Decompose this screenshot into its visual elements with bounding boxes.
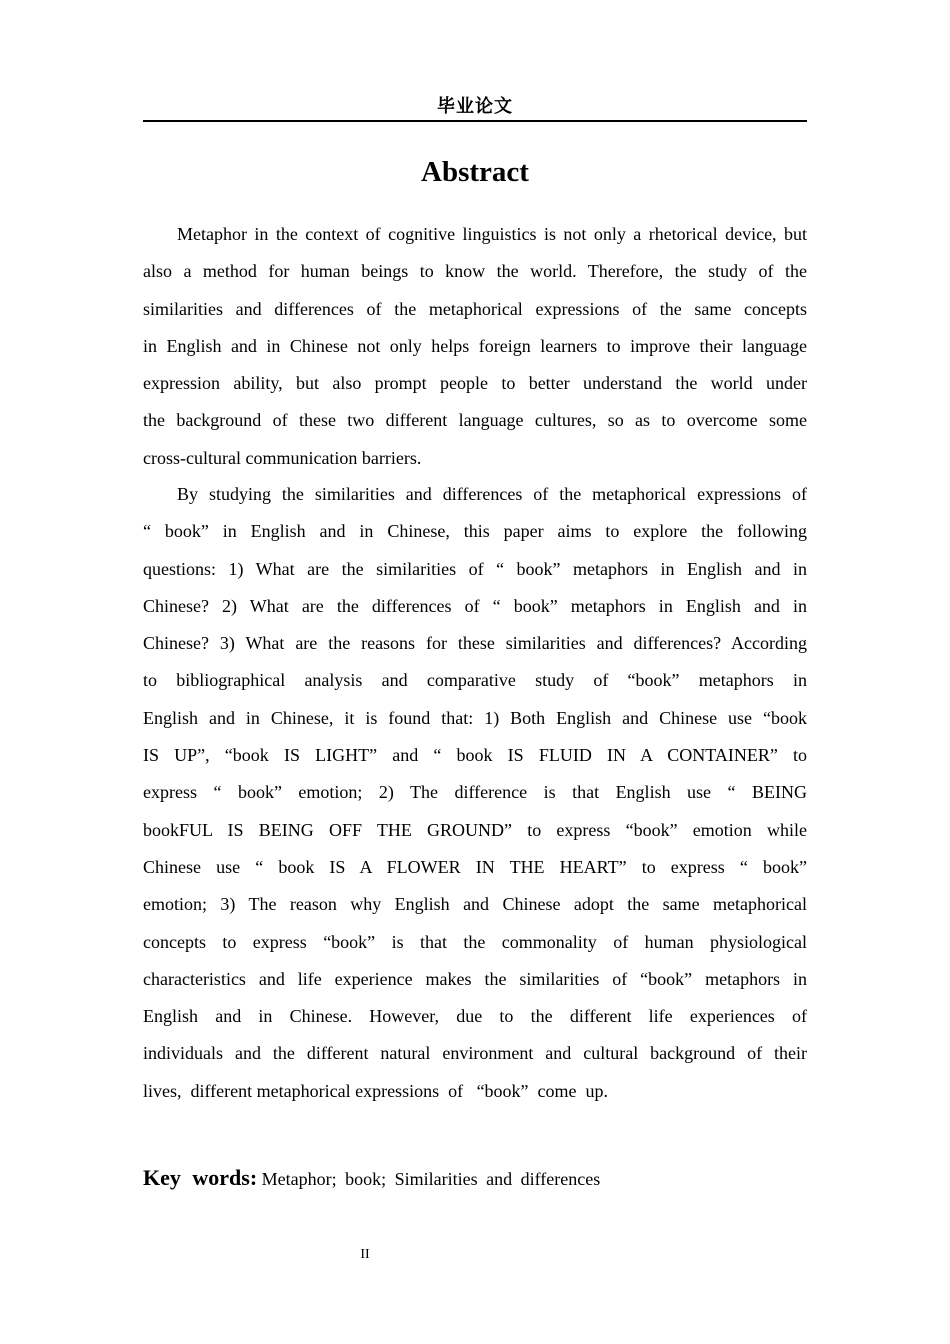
text-line: English and in Chinese. However, due to the different life experiences of <box>143 1006 807 1027</box>
abstract-heading: Abstract <box>421 156 529 188</box>
text-line: Chinese? 2) What are the differences of “ book” metaphors in English and in <box>143 595 807 616</box>
keywords-label: Key words: <box>143 1165 258 1190</box>
text-line: similarities and differences of the metaphorical expressions of the same concepts <box>143 298 807 319</box>
text-line: the background of these two different language cultures, so as to overcome some <box>143 410 807 431</box>
page-number: II <box>360 1247 370 1262</box>
text-line: bookFUL IS BEING OFF THE GROUND” to express “book” emotion while <box>143 819 807 840</box>
text-line: expression ability, but also prompt people to better understand the world under <box>143 373 807 394</box>
abstract-paragraph-1 <box>143 216 807 477</box>
text-line: Chinese use “ book IS A FLOWER IN THE HEART” to express “ book” <box>143 856 807 877</box>
text-line: in English and in Chinese not only helps foreign learners to improve their language <box>143 335 807 356</box>
text-line: Metaphor in the context of cognitive linguistics is not only a rhetorical device, but <box>177 224 807 244</box>
text-line: to bibliographical analysis and comparative study of “book” metaphors in <box>143 670 807 691</box>
text-line: “ book” in English and in Chinese, this paper aims to explore the following <box>143 521 807 542</box>
text-line: cross-cultural communication barriers. <box>143 447 422 468</box>
header-divider <box>143 120 807 122</box>
text-line: questions: 1) What are the similarities of “ book” metaphors in English and in <box>143 558 807 579</box>
text-line: Chinese? 3) What are the reasons for these similarities and differences? According <box>143 633 807 654</box>
keywords-value: Metaphor; book; Similarities and differences <box>261 1169 601 1189</box>
text-line: By studying the similarities and differences of the metaphorical expressions of <box>177 484 807 504</box>
text-line: concepts to express “book” is that the commonality of human physiological <box>143 931 807 952</box>
abstract-paragraph-2 <box>143 476 807 1110</box>
text-line: lives, different metaphorical expressions of “book” come up. <box>143 1080 609 1101</box>
text-line: characteristics and life experience makes the similarities of “book” metaphors in <box>143 968 807 989</box>
text-line: IS UP”, “book IS LIGHT” and “ book IS FLUID IN A CONTAINER” to <box>143 745 807 766</box>
text-line: also a method for human beings to know the world. Therefore, the study of the <box>143 261 807 282</box>
text-line: English and in Chinese, it is found that: 1) Both English and Chinese use “book <box>143 707 807 728</box>
running-header-title: 毕业论文 <box>437 96 513 117</box>
text-line: express “ book” emotion; 2) The difference is that English use “ BEING <box>143 782 807 803</box>
keywords-section <box>143 1162 600 1195</box>
text-line: individuals and the different natural environment and cultural background of their <box>143 1043 807 1064</box>
text-line: emotion; 3) The reason why English and Chinese adopt the same metaphorical <box>143 894 807 915</box>
